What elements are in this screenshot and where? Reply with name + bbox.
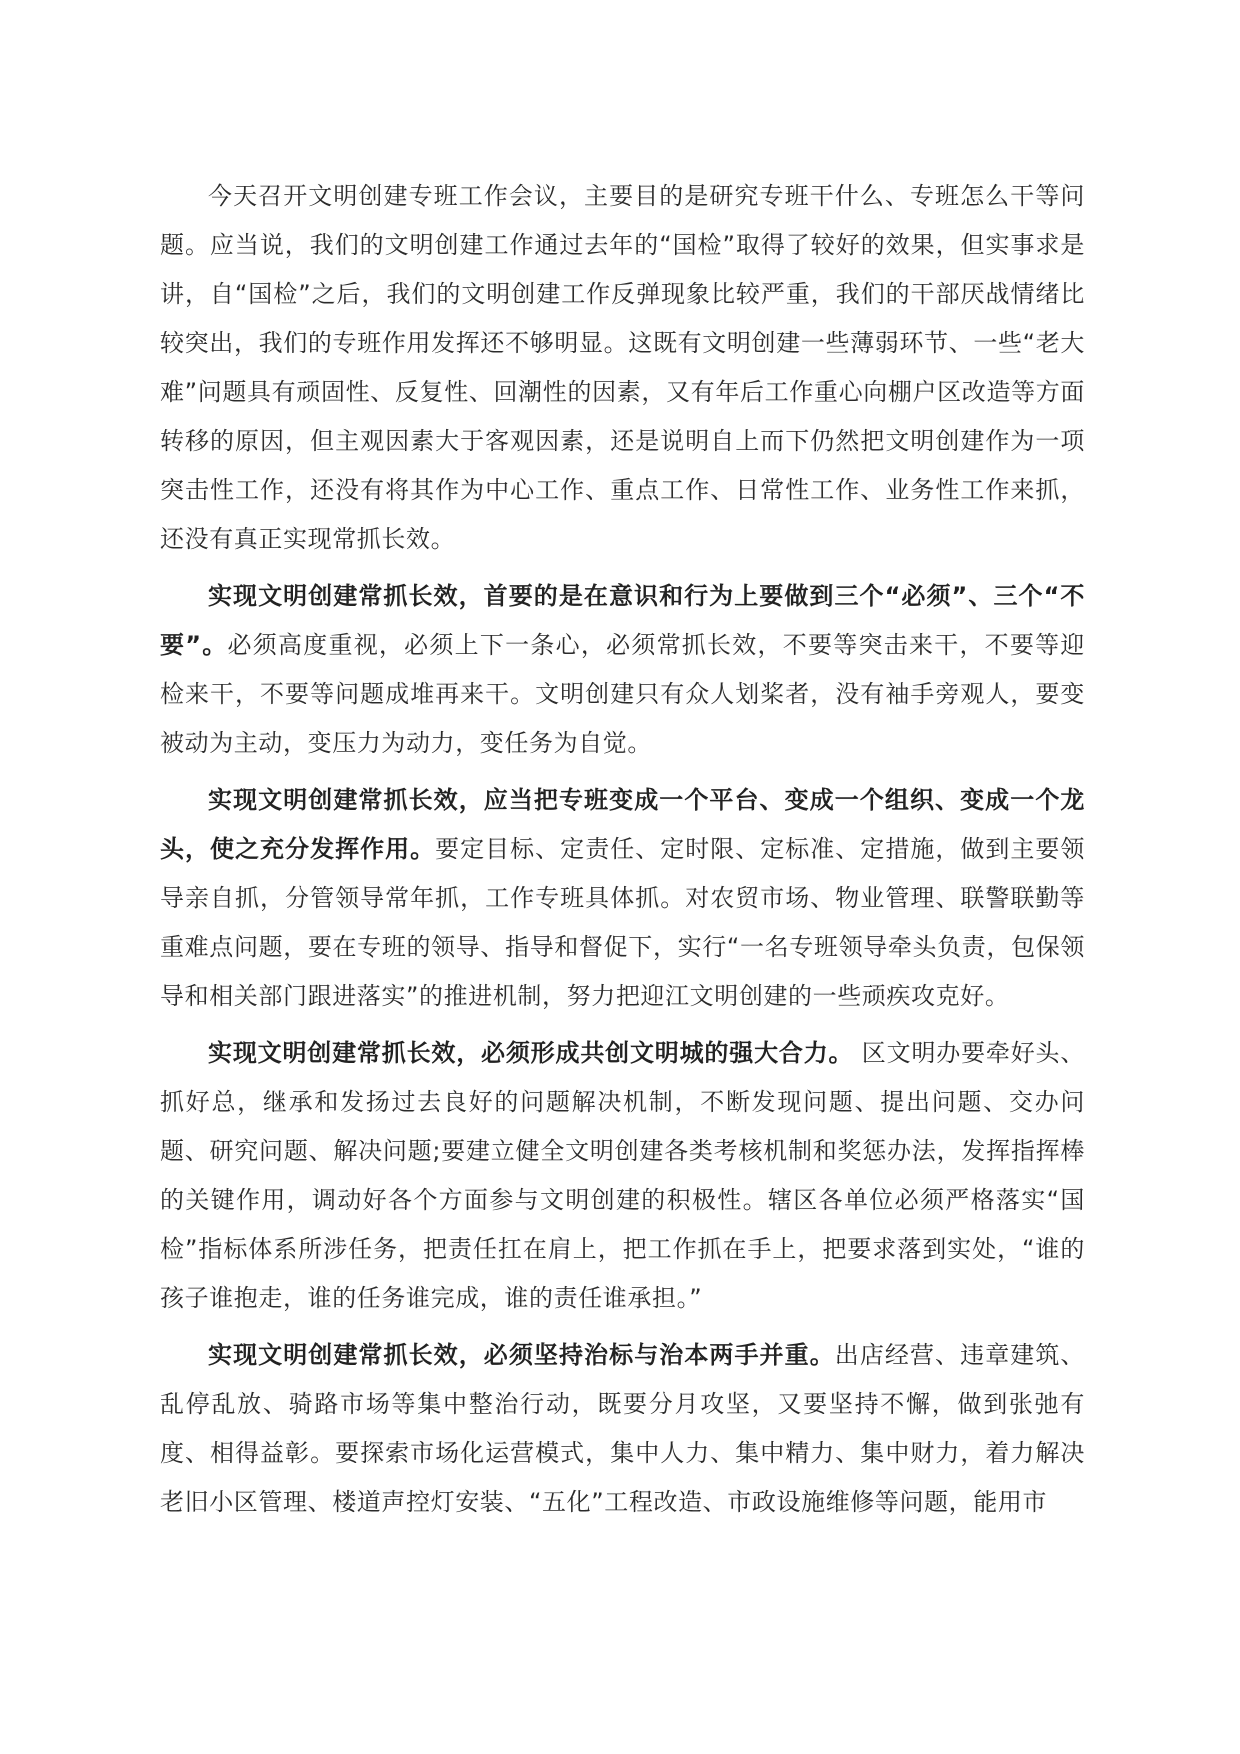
paragraph-body: 今天召开文明创建专班工作会议，主要目的是研究专班干什么、专班怎么干等问题。应当说，我们的文明创建工作通过去年的“国检”取得了较好的效果，但实事求是讲，自“国检”之后，我们的文明创建工作反弹现象比较严重，我们的干部厌战情绪比较突出，我们的专班作用发挥还不够明显。这既有文明创建一些薄弱环节、一些“老大难”问题具有顽固性、反复性、回潮性的因素，又有年后工作重心向棚户区改造等方面转移的原因，但主观因素大于客观因素，还是说明自上而下仍然把文明创建作为一项突击性工作，还没有将其作为中心工作、重点工作、日常性工作、业务性工作来抓，还没有真正实现常抓长效。 bbox=[160, 182, 1085, 553]
paragraph-body: 必须高度重视，必须上下一条心，必须常抓长效，不要等突击来干，不要等迎检来干，不要等问题成堆再来干。文明创建只有众人划桨者，没有袖手旁观人，要变被动为主动，变压力为动力，变任务为自觉。 bbox=[160, 631, 1085, 757]
paragraph-lead: 实现文明创建常抓长效，首要的是在意识和行为上要做到三个“必须”、三个“不要”。 bbox=[160, 582, 1085, 659]
document-page bbox=[160, 172, 1085, 1535]
paragraph-awareness bbox=[160, 572, 1085, 768]
paragraph-joint-effort bbox=[160, 1029, 1085, 1323]
paragraph-lead: 实现文明创建常抓长效，应当把专班变成一个平台、变成一个组织、变成一个龙头，使之充分发挥作用。 bbox=[160, 786, 1085, 863]
paragraph-body: 出店经营、违章建筑、乱停乱放、骑路市场等集中整治行动，既要分月攻坚，又要坚持不懈，做到张弛有度、相得益彰。要探索市场化运营模式，集中人力、集中精力、集中财力，着力解决老旧小区管理、楼道声控灯安装、“五化”工程改造、市政设施维修等问题，能用市 bbox=[160, 1341, 1086, 1516]
paragraph-root-causes bbox=[160, 1331, 1085, 1527]
paragraph-lead: 实现文明创建常抓长效，必须形成共创文明城的强大合力。 bbox=[208, 1039, 854, 1067]
paragraph-body: 要定目标、定责任、定时限、定标准、定措施，做到主要领导亲自抓，分管领导常年抓，工作专班具体抓。对农贸市场、物业管理、联警联勤等重难点问题，要在专班的领导、指导和督促下，实行“一名专班领导牵头负责，包保领导和相关部门跟进落实”的推进机制，努力把迎江文明创建的一些顽疾攻克好。 bbox=[160, 835, 1085, 1010]
paragraph-intro bbox=[160, 172, 1085, 564]
paragraph-body: 区文明办要牵好头、抓好总，继承和发扬过去良好的问题解决机制，不断发现问题、提出问题、交办问题、研究问题、解决问题;要建立健全文明创建各类考核机制和奖惩办法，发挥指挥棒的关键作用，调动好各个方面参与文明创建的积极性。辖区各单位必须严格落实“国检”指标体系所涉任务，把责任扛在肩上，把工作抓在手上，把要求落到实处，“谁的孩子谁抱走，谁的任务谁完成，谁的责任谁承担。” bbox=[160, 1039, 1085, 1312]
paragraph-task-force bbox=[160, 776, 1085, 1021]
paragraph-lead: 实现文明创建常抓长效，必须坚持治标与治本两手并重。 bbox=[208, 1341, 835, 1369]
